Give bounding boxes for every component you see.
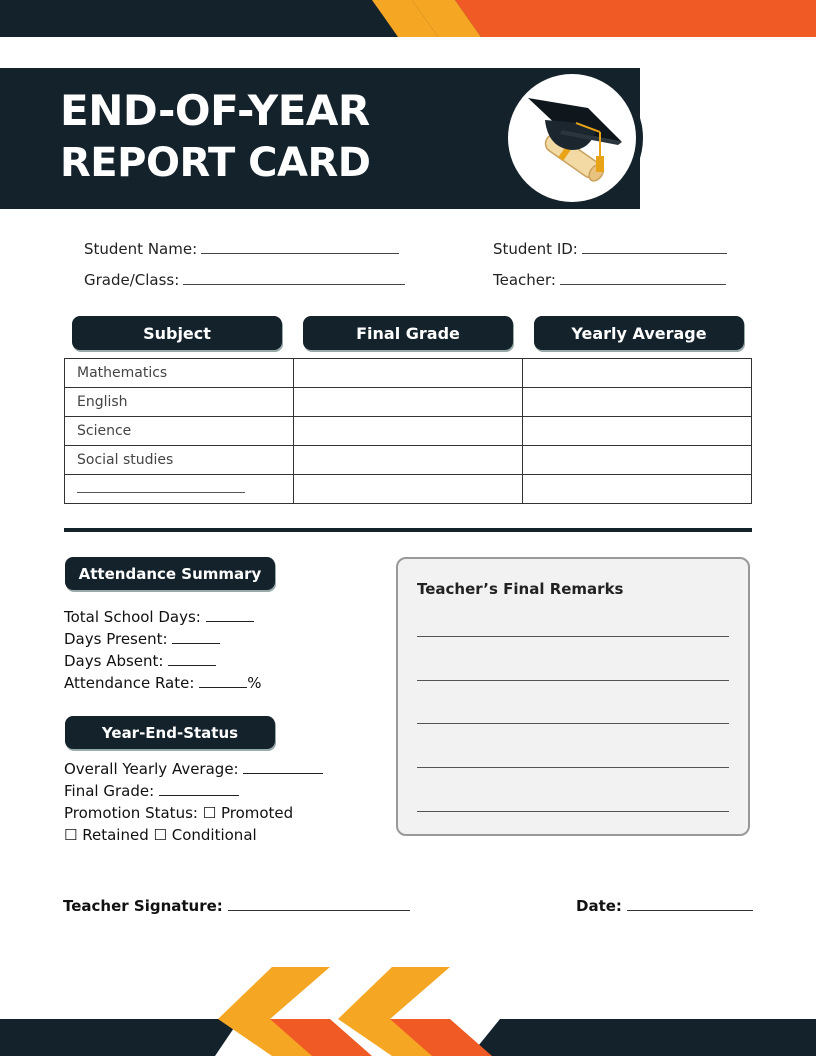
- final-grade-blank[interactable]: [159, 782, 239, 796]
- remark-line[interactable]: [417, 680, 729, 681]
- subject-cell: Mathematics: [65, 359, 294, 388]
- days-absent-blank[interactable]: [168, 652, 216, 666]
- student-id-field: [493, 239, 727, 258]
- remark-line[interactable]: [417, 723, 729, 724]
- bottom-decorative-band: [0, 965, 816, 1056]
- final-grade-cell[interactable]: [294, 417, 523, 446]
- student-name-label: Student Name:: [84, 240, 198, 258]
- teacher-signature-blank[interactable]: [228, 897, 410, 911]
- report-title-line2: REPORT CARD: [60, 140, 371, 186]
- final-grade-cell[interactable]: [294, 446, 523, 475]
- yearly-average-cell[interactable]: [523, 446, 752, 475]
- table-row: [65, 388, 752, 417]
- total-school-days-line: [64, 608, 254, 626]
- final-grade-cell[interactable]: [294, 388, 523, 417]
- promoted-checkbox[interactable]: ☐: [202, 804, 217, 822]
- remark-line[interactable]: [417, 767, 729, 768]
- table-row: [65, 417, 752, 446]
- subject-cell: Social studies: [65, 446, 294, 475]
- overall-average-label: Overall Yearly Average:: [64, 760, 239, 778]
- final-grade-cell[interactable]: [294, 359, 523, 388]
- overall-average-blank[interactable]: [243, 760, 323, 774]
- percent-suffix: %: [247, 674, 262, 692]
- promoted-option-label: Promoted: [220, 804, 294, 822]
- retained-option-label: Retained: [82, 826, 149, 844]
- teacher-label: Teacher:: [493, 271, 556, 289]
- graduation-cap-icon: [500, 68, 646, 209]
- grade-class-label: Grade/Class:: [84, 271, 180, 289]
- column-header-final-grade: Final Grade: [303, 316, 513, 350]
- attendance-rate-blank[interactable]: [199, 674, 247, 688]
- yearly-average-cell[interactable]: [523, 417, 752, 446]
- custom-subject-blank[interactable]: [77, 482, 245, 493]
- top-decorative-band: [0, 0, 816, 37]
- grades-table: [64, 358, 752, 504]
- teacher-blank[interactable]: [560, 270, 726, 285]
- column-header-yearly-average: Yearly Average: [534, 316, 744, 350]
- promotion-status-line: [64, 804, 293, 822]
- overall-average-line: [64, 760, 323, 778]
- teacher-remarks-heading: Teacher’s Final Remarks: [417, 580, 624, 598]
- yearly-average-cell[interactable]: [523, 475, 752, 504]
- date-label: Date:: [576, 897, 622, 915]
- teacher-signature-label: Teacher Signature:: [63, 897, 223, 915]
- table-row: [65, 446, 752, 475]
- final-grade-label: Final Grade:: [64, 782, 155, 800]
- final-grade-cell[interactable]: [294, 475, 523, 504]
- attendance-rate-line: [64, 674, 261, 692]
- year-end-status-heading: Year-End-Status: [65, 716, 275, 749]
- days-present-blank[interactable]: [172, 630, 220, 644]
- promotion-status-label: Promotion Status:: [64, 804, 198, 822]
- days-present-label: Days Present:: [64, 630, 168, 648]
- teacher-signature-line: [63, 897, 410, 915]
- student-id-blank[interactable]: [582, 239, 727, 254]
- total-school-days-blank[interactable]: [206, 608, 254, 622]
- yearly-average-cell[interactable]: [523, 359, 752, 388]
- student-name-blank[interactable]: [201, 239, 399, 254]
- attendance-summary-heading: Attendance Summary: [65, 557, 275, 590]
- days-present-line: [64, 630, 220, 648]
- student-id-label: Student ID:: [493, 240, 578, 258]
- column-header-subject: Subject: [72, 316, 282, 350]
- yearly-average-cell[interactable]: [523, 388, 752, 417]
- student-name-field: [84, 239, 399, 258]
- date-blank[interactable]: [627, 897, 753, 911]
- total-school-days-label: Total School Days:: [64, 608, 201, 626]
- grade-class-field: [84, 270, 405, 289]
- grade-class-blank[interactable]: [183, 270, 405, 285]
- report-title-line1: END-OF-YEAR: [60, 86, 370, 135]
- conditional-checkbox[interactable]: ☐: [153, 826, 167, 844]
- promotion-options-line: [64, 826, 257, 844]
- date-line: [576, 897, 753, 915]
- days-absent-line: [64, 652, 216, 670]
- table-row: [65, 359, 752, 388]
- teacher-remarks-box: [396, 557, 750, 836]
- days-absent-label: Days Absent:: [64, 652, 164, 670]
- table-row: [65, 475, 752, 504]
- subject-cell: English: [65, 388, 294, 417]
- remark-line[interactable]: [417, 636, 729, 637]
- retained-checkbox[interactable]: ☐: [64, 826, 78, 844]
- remark-line[interactable]: [417, 811, 729, 812]
- subject-cell: Science: [65, 417, 294, 446]
- subject-cell-blank[interactable]: [65, 475, 294, 504]
- conditional-option-label: Conditional: [171, 826, 257, 844]
- final-grade-line: [64, 782, 239, 800]
- section-divider: [64, 528, 752, 532]
- teacher-field: [493, 270, 726, 289]
- attendance-rate-label: Attendance Rate:: [64, 674, 195, 692]
